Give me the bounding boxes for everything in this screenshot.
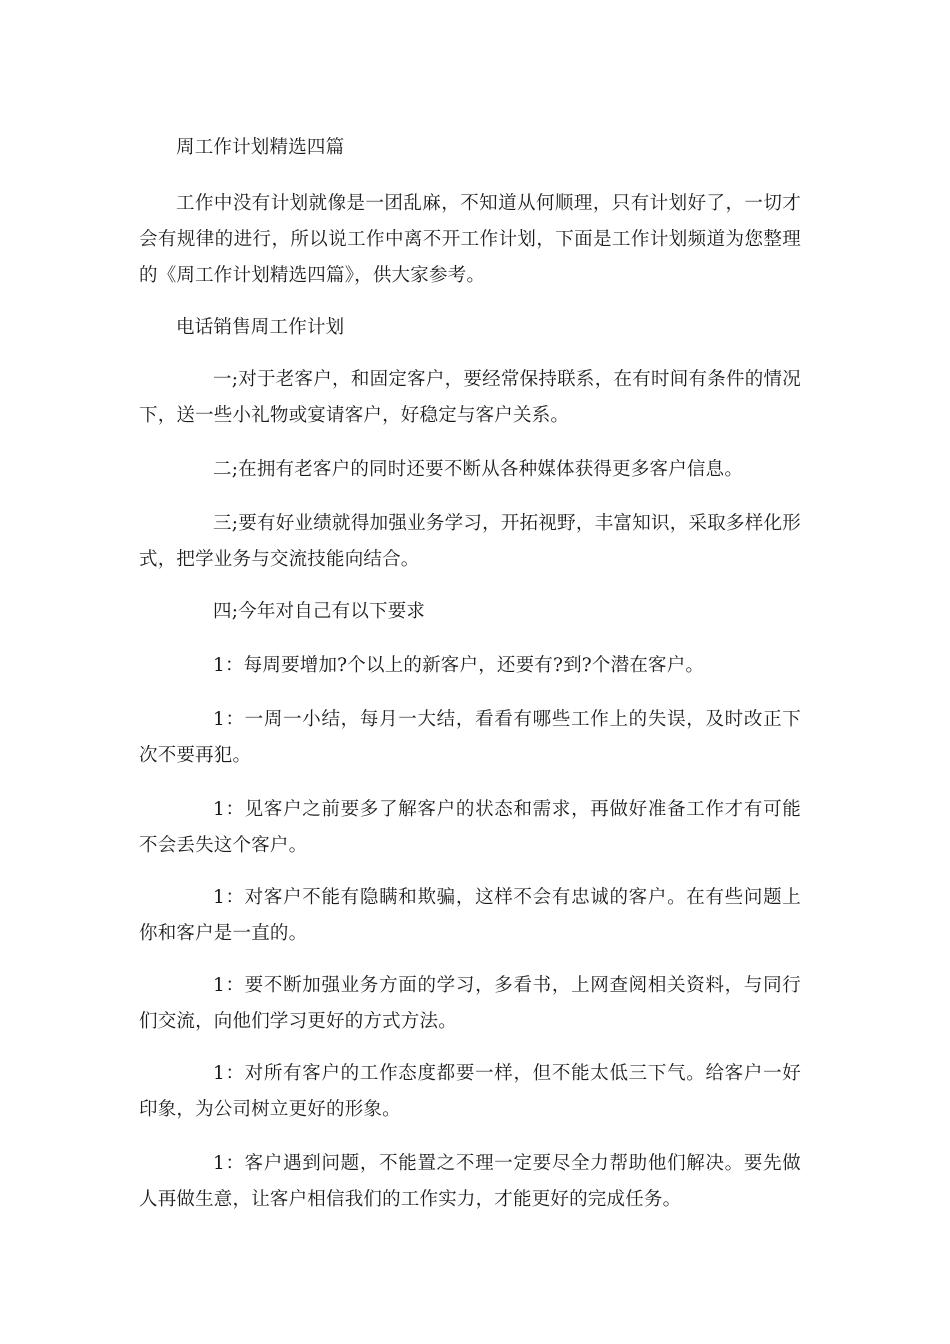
paragraph-item: 1：见客户之前要多了解客户的状态和需求，再做好准备工作才有可能不会丢失这个客户。 <box>139 799 801 856</box>
paragraph-item: 二;在拥有老客户的同时还要不断从各种媒体获得更多客户信息。 <box>213 459 744 480</box>
section-title: 电话销售周工作计划 <box>176 317 345 338</box>
document-title: 周工作计划精选四篇 <box>176 137 345 158</box>
paragraph-item: 1：客户遇到问题，不能置之不理一定要尽全力帮助他们解决。要先做人再做生意，让客户相信我们的工作实力，才能更好的完成任务。 <box>139 1153 801 1210</box>
paragraph-item: 1：对所有客户的工作态度都要一样，但不能太低三下气。给客户一好印象，为公司树立更好的形象。 <box>139 1063 801 1120</box>
paragraph-item: 1：每周要增加?个以上的新客户，还要有?到?个潜在客户。 <box>213 655 705 676</box>
paragraph-item: 1：对客户不能有隐瞒和欺骗，这样不会有忠诚的客户。在有些问题上你和客户是一直的。 <box>139 887 801 944</box>
paragraph-item: 1：要不断加强业务方面的学习，多看书，上网查阅相关资料，与同行们交流，向他们学习更好的方式方法。 <box>139 975 801 1032</box>
paragraph-item: 三;要有好业绩就得加强业务学习，开拓视野，丰富知识，采取多样化形式，把学业务与交流技能向结合。 <box>139 513 801 570</box>
paragraph-item: 一;对于老客户，和固定客户，要经常保持联系，在有时间有条件的情况下，送一些小礼物或宴请客户，好稳定与客户关系。 <box>139 369 801 426</box>
paragraph-item: 1：一周一小结，每月一大结，看看有哪些工作上的失误，及时改正下次不要再犯。 <box>139 709 801 766</box>
paragraph-item: 四;今年对自己有以下要求 <box>213 601 426 622</box>
intro-paragraph: 工作中没有计划就像是一团乱麻，不知道从何顺理，只有计划好了，一切才会有规律的进行，所以说工作中离不开工作计划，下面是工作计划频道为您整理的《周工作计划精选四篇》，供大家参考。 <box>139 193 801 286</box>
